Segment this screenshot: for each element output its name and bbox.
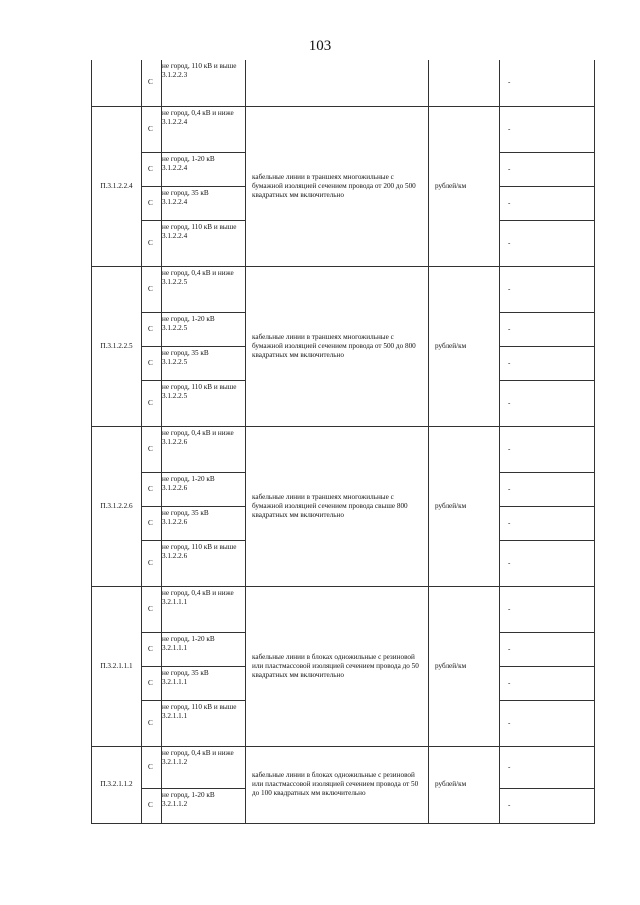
row-reference: 3.2.1.1.1 [162, 711, 188, 720]
line-description: кабельные линии в траншеях многожильные с бумажной изоляцией сечением провода свыше 800 квадратных мм включительно [246, 426, 429, 586]
category-letter: С [142, 586, 162, 632]
voltage-level-cell [162, 312, 246, 346]
voltage-level: не город, 0,4 кВ и ниже [162, 268, 234, 277]
voltage-level-cell [162, 540, 246, 586]
tariff-value: - [500, 506, 595, 540]
table-row [92, 60, 595, 106]
tariff-value: - [500, 266, 595, 312]
category-letter: С [142, 380, 162, 426]
voltage-level: не город, 110 кВ и выше [162, 222, 237, 231]
unit-of-measure: рублей/км [429, 586, 500, 746]
voltage-level: не город, 1-20 кВ [162, 474, 215, 483]
category-letter: С [142, 472, 162, 506]
row-reference: 3.1.2.2.5 [162, 277, 188, 286]
unit-of-measure: рублей/км [429, 106, 500, 266]
row-reference: 3.1.2.2.6 [162, 483, 188, 492]
line-description: кабельные линии в траншеях многожильные с бумажной изоляцией сечением провода от 200 до 500 квадратных мм включительно [246, 106, 429, 266]
item-code: П.3.2.1.1.1 [92, 586, 142, 746]
voltage-level-cell [162, 186, 246, 220]
tariff-value: - [500, 186, 595, 220]
unit-of-measure: рублей/км [429, 266, 500, 426]
category-letter: С [142, 506, 162, 540]
row-reference: 3.1.2.2.3 [162, 71, 188, 79]
category-letter: С [142, 266, 162, 312]
tariff-value: - [500, 60, 595, 106]
category-letter: С [142, 666, 162, 700]
voltage-level: не город, 1-20 кВ [162, 154, 215, 163]
row-reference: 3.1.2.2.4 [162, 231, 188, 240]
category-letter: С [142, 60, 162, 106]
tariff-value: - [500, 540, 595, 586]
tariff-table [91, 60, 595, 824]
voltage-level: не город, 110 кВ и выше [162, 62, 237, 70]
category-letter: С [142, 426, 162, 472]
voltage-level: не город, 110 кВ и выше [162, 702, 237, 711]
tariff-value: - [500, 746, 595, 788]
tariff-value: - [500, 152, 595, 186]
voltage-level-cell [162, 700, 246, 746]
voltage-level-cell [162, 220, 246, 266]
tariff-value: - [500, 632, 595, 666]
row-reference: 3.2.1.1.2 [162, 757, 188, 766]
voltage-level-cell [162, 380, 246, 426]
table-row [92, 586, 595, 632]
category-letter: С [142, 788, 162, 823]
voltage-level-cell [162, 472, 246, 506]
tariff-value: - [500, 380, 595, 426]
category-letter: С [142, 152, 162, 186]
row-reference: 3.1.2.2.6 [162, 551, 188, 560]
voltage-level-cell [162, 586, 246, 632]
category-letter: С [142, 220, 162, 266]
row-reference: 3.1.2.2.5 [162, 357, 188, 366]
item-code [92, 60, 142, 106]
category-letter: С [142, 186, 162, 220]
table-row [92, 746, 595, 788]
row-reference: 3.2.1.1.1 [162, 643, 188, 652]
table-row [92, 426, 595, 472]
tariff-value: - [500, 220, 595, 266]
category-letter: С [142, 632, 162, 666]
row-reference: 3.1.2.2.6 [162, 437, 188, 446]
voltage-level-cell [162, 106, 246, 152]
tariff-value: - [500, 666, 595, 700]
tariff-value: - [500, 346, 595, 380]
tariff-value: - [500, 426, 595, 472]
item-code: П.3.1.2.2.4 [92, 106, 142, 266]
table-row [92, 106, 595, 152]
page-number: 103 [308, 38, 332, 54]
tariff-value: - [500, 586, 595, 632]
row-reference: 3.1.2.2.6 [162, 517, 188, 526]
category-letter: С [142, 312, 162, 346]
tariff-value: - [500, 312, 595, 346]
voltage-level-cell [162, 426, 246, 472]
voltage-level: не город, 110 кВ и выше [162, 542, 237, 551]
category-letter: С [142, 106, 162, 152]
tariff-table-body [92, 60, 595, 823]
category-letter: С [142, 346, 162, 380]
row-reference: 3.1.2.2.4 [162, 197, 188, 206]
voltage-level: не город, 0,4 кВ и ниже [162, 428, 234, 437]
row-reference: 3.2.1.1.1 [162, 597, 188, 606]
voltage-level: не город, 35 кВ [162, 668, 209, 677]
tariff-value: - [500, 700, 595, 746]
row-reference: 3.2.1.1.2 [162, 799, 188, 808]
voltage-level-cell [162, 632, 246, 666]
table-row [92, 266, 595, 312]
item-code: П.3.2.1.1.2 [92, 746, 142, 823]
line-description: кабельные линии в траншеях многожильные с бумажной изоляцией сечением провода от 500 до 800 квадратных мм включительно [246, 266, 429, 426]
voltage-level-cell [162, 666, 246, 700]
tariff-value: - [500, 472, 595, 506]
voltage-level-cell [162, 788, 246, 823]
voltage-level-cell [162, 60, 246, 106]
row-reference: 3.1.2.2.5 [162, 323, 188, 332]
category-letter: С [142, 540, 162, 586]
line-description: кабельные линии в блоках одножильные с резиновой или пластмассовой изоляцией сечением провода до 50 квадратных мм включительно [246, 586, 429, 746]
category-letter: С [142, 700, 162, 746]
row-reference: 3.1.2.2.4 [162, 117, 188, 126]
row-reference: 3.2.1.1.1 [162, 677, 188, 686]
voltage-level: не город, 0,4 кВ и ниже [162, 108, 234, 117]
item-code: П.3.1.2.2.6 [92, 426, 142, 586]
tariff-value: - [500, 106, 595, 152]
voltage-level-cell [162, 746, 246, 788]
voltage-level-cell [162, 266, 246, 312]
tariff-value: - [500, 788, 595, 823]
voltage-level: не город, 110 кВ и выше [162, 382, 237, 391]
voltage-level: не город, 1-20 кВ [162, 790, 215, 799]
category-letter: С [142, 746, 162, 788]
voltage-level: не город, 0,4 кВ и ниже [162, 588, 234, 597]
voltage-level-cell [162, 346, 246, 380]
unit-of-measure [429, 60, 500, 106]
row-reference: 3.1.2.2.4 [162, 163, 188, 172]
line-description: кабельные линии в блоках одножильные с резиновой или пластмассовой изоляцией сечением провода от 50 до 100 квадратных мм включительно [246, 746, 429, 823]
voltage-level: не город, 35 кВ [162, 348, 209, 357]
row-reference: 3.1.2.2.5 [162, 391, 188, 400]
voltage-level: не город, 0,4 кВ и ниже [162, 748, 234, 757]
voltage-level: не город, 1-20 кВ [162, 634, 215, 643]
unit-of-measure: рублей/км [429, 746, 500, 823]
voltage-level-cell [162, 506, 246, 540]
voltage-level: не город, 35 кВ [162, 508, 209, 517]
line-description [246, 60, 429, 106]
voltage-level: не город, 1-20 кВ [162, 314, 215, 323]
item-code: П.3.1.2.2.5 [92, 266, 142, 426]
unit-of-measure: рублей/км [429, 426, 500, 586]
voltage-level: не город, 35 кВ [162, 188, 209, 197]
voltage-level-cell [162, 152, 246, 186]
